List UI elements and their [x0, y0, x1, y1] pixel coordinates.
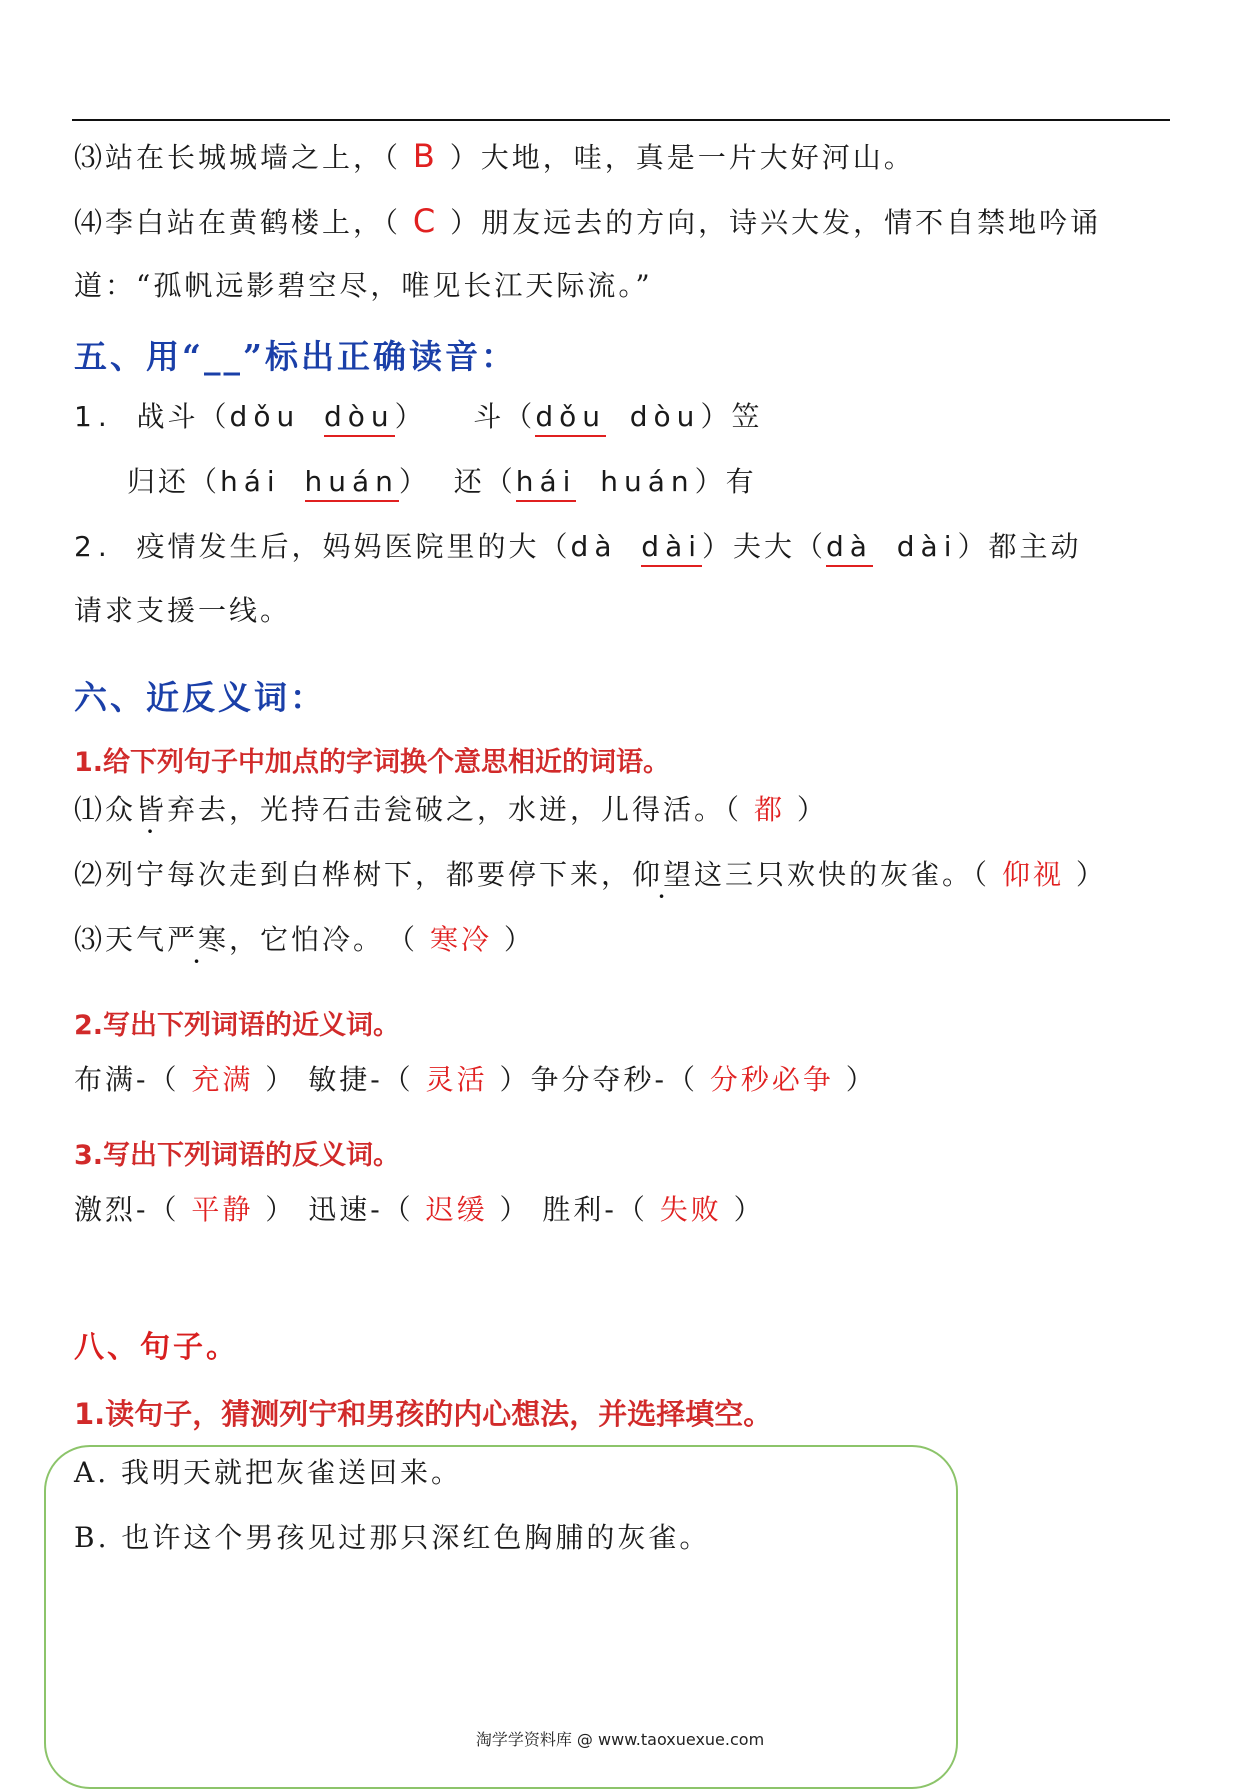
answer-4: C	[412, 202, 439, 240]
answer: 分秒必争	[709, 1063, 834, 1096]
question-4: ⑷李白站在黄鹤楼上，（ C ）朋友远去的方向，诗兴大发，情不自禁地吟诵	[74, 202, 1102, 240]
answer: 灵活	[425, 1063, 488, 1096]
pinyin-row-1: 1. 战斗（dǒu dòu） 斗（dǒu dòu）笠	[74, 399, 762, 435]
answer: 都	[753, 793, 785, 826]
option-b: B. 也许这个男孩见过那只深红色胸脯的灰雀。	[74, 1521, 711, 1554]
subsection-6-1-title: 1.给下列句子中加点的字词换个意思相近的词语。	[74, 747, 671, 778]
dotted-word: 严寒	[167, 923, 230, 956]
question-3: ⑶站在长城城墙之上，（ B ）大地，哇，真是一片大好河山。	[74, 137, 915, 175]
footer-watermark: 淘学学资料库 @ www.taoxuexue.com	[475, 1730, 765, 1749]
dotted-word: 皆	[136, 793, 168, 826]
pinyin-choice: huán	[305, 465, 399, 502]
pinyin-row-3-cont: 请求支援一线。	[74, 594, 292, 627]
subsection-6-2-title: 2.写出下列词语的近义词。	[74, 1010, 401, 1041]
answer: 寒冷	[429, 923, 492, 956]
antonym-row: 激烈-（ 平静 ） 迅速-（ 迟缓 ） 胜利-（ 失败 ）	[74, 1193, 765, 1226]
question-4-cont: 道：“孤帆远影碧空尽，唯见长江天际流。”	[74, 269, 653, 302]
pinyin-choice: dà	[826, 530, 873, 567]
pinyin-row-2: 归还（hái huán） 还（hái huán）有	[127, 464, 757, 500]
section-5-title: 五、用“__”标出正确读音：	[74, 337, 517, 376]
synonym-row: 布满-（ 充满 ） 敏捷-（ 灵活 ）争分夺秒-（ 分秒必争 ）	[74, 1063, 877, 1096]
subsection-8-1-title: 1.读句子，猜测列宁和男孩的内心想法，并选择填空。	[74, 1397, 773, 1431]
answer: 平静	[191, 1193, 254, 1226]
replace-row-2: ⑵列宁每次走到白桦树下，都要停下来，仰望这三只欢快的灰雀。（ 仰视 ）	[74, 858, 1107, 891]
section-8-title: 八、句子。	[74, 1330, 239, 1365]
section-6-title: 六、近反义词：	[74, 678, 326, 717]
replace-row-3: ⑶天气严寒，它怕冷。 （ 寒冷 ）	[74, 923, 535, 956]
answer: 充满	[191, 1063, 254, 1096]
answer: 失败	[659, 1193, 722, 1226]
pinyin-choice: hái	[516, 465, 577, 502]
pinyin-choice: dòu	[324, 400, 395, 437]
top-rule	[72, 119, 1170, 121]
subsection-6-3-title: 3.写出下列词语的反义词。	[74, 1140, 401, 1171]
answer: 仰视	[1001, 858, 1064, 891]
replace-row-1: ⑴众皆弃去，光持石击瓮破之，水迸，儿得活。（ 都 ）	[74, 793, 828, 826]
option-a: A. 我明天就把灰雀送回来。	[74, 1456, 463, 1489]
pinyin-row-3: 2. 疫情发生后，妈妈医院里的大（dà dài）夫大（dà dài）都主动	[74, 529, 1082, 565]
dotted-word: 仰望	[632, 858, 695, 891]
pinyin-choice: dài	[641, 530, 702, 567]
pinyin-choice: dǒu	[535, 400, 606, 437]
answer-3: B	[412, 137, 438, 175]
answer: 迟缓	[425, 1193, 488, 1226]
